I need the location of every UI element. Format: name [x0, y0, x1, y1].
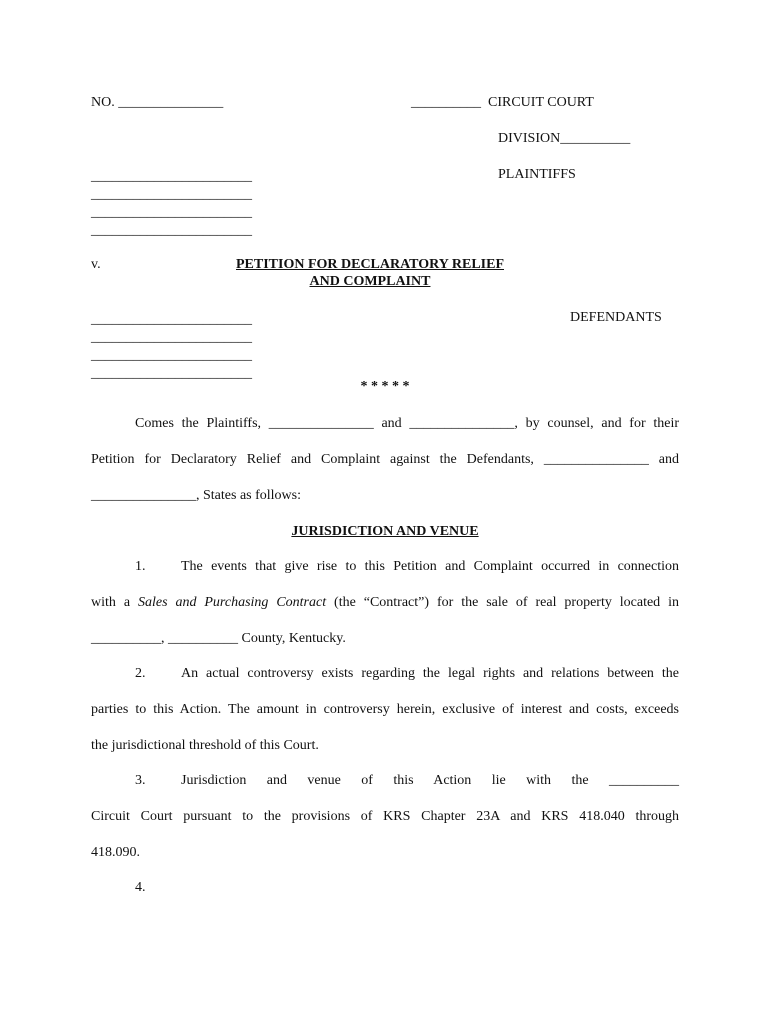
section-separator: * * * * *	[360, 379, 410, 394]
paragraph-3-line-3: 418.090.	[91, 845, 140, 860]
paragraph-1-line-3: __________, __________ County, Kentucky.	[91, 631, 346, 646]
plaintiff-line: _______________________	[91, 205, 252, 220]
p1-line2-pre: with a	[91, 595, 138, 610]
case-number: NO. _______________	[91, 95, 224, 110]
paragraph-1-line-1: The events that give rise to this Petition and Complaint occurred in connection	[181, 559, 679, 574]
paragraph-number: 3.	[135, 773, 146, 788]
intro-line-3: _______________, States as follows:	[91, 488, 301, 503]
defendant-line: _______________________	[91, 366, 252, 381]
plaintiff-line: _______________________	[91, 187, 252, 202]
defendants-label: DEFENDANTS	[570, 310, 662, 325]
paragraph-number: 2.	[135, 666, 146, 681]
plaintiff-line: _______________________	[91, 223, 252, 238]
paragraph-3-line-2: Circuit Court pursuant to the provisions of KRS Chapter 23A and KRS 418.040 through	[91, 809, 679, 824]
paragraph-number: 4.	[135, 880, 146, 895]
division-label: DIVISION__________	[498, 131, 631, 146]
p1-line2-post: (the “Contract”) for the sale of real property located in	[326, 595, 679, 610]
paragraph-number: 1.	[135, 559, 146, 574]
paragraph-2-line-2: parties to this Action. The amount in controversy herein, exclusive of interest and costs, exceeds	[91, 702, 679, 717]
paragraph-1-line-2	[91, 594, 679, 612]
intro-line-2: Petition for Declaratory Relief and Complaint against the Defendants, _______________ and	[91, 452, 679, 467]
paragraph-3-line-1: Jurisdiction and venue of this Action lie with the __________	[181, 773, 679, 788]
intro-line-1: Comes the Plaintiffs, _______________ and _______________, by counsel, and for their	[135, 416, 679, 431]
paragraph-2-line-1: An actual controversy exists regarding the legal rights and relations between the	[181, 666, 679, 681]
defendant-line: _______________________	[91, 348, 252, 363]
contract-title: Sales and Purchasing Contract	[137, 595, 327, 610]
circuit-court-label: __________ CIRCUIT COURT	[411, 95, 594, 110]
plaintiff-line: _______________________	[91, 169, 252, 184]
versus-label: v.	[91, 257, 101, 272]
section-heading: JURISDICTION AND VENUE	[291, 524, 479, 539]
document-title-line2: AND COMPLAINT	[309, 274, 431, 289]
defendant-line: _______________________	[91, 330, 252, 345]
defendant-line: _______________________	[91, 312, 252, 327]
paragraph-2-line-3: the jurisdictional threshold of this Court.	[91, 738, 319, 753]
document-title-line1: PETITION FOR DECLARATORY RELIEF	[235, 257, 504, 272]
plaintiffs-label: PLAINTIFFS	[498, 167, 576, 182]
